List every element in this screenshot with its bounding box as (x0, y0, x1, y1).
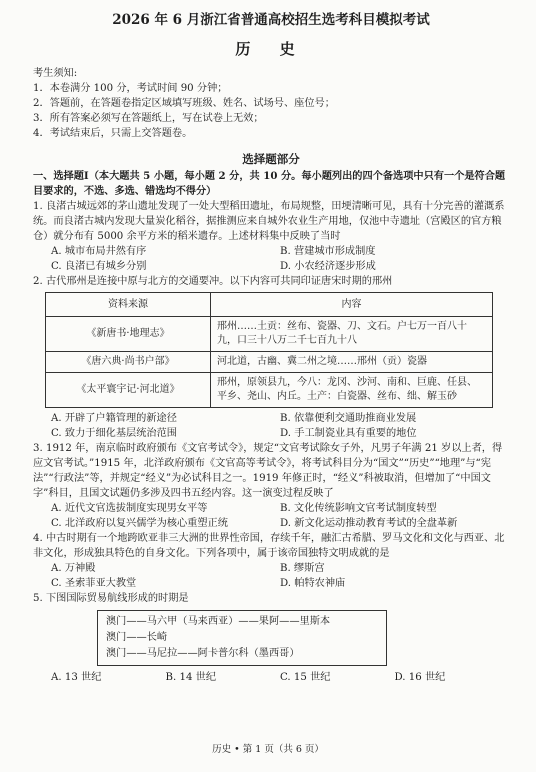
title-suffix: 科目模拟考试 (348, 12, 430, 28)
option-c[interactable]: C. 北洋政府以复兴儒学为核心重塑正统 (51, 518, 228, 529)
page-footer: 历史 • 第 1 页（共 6 页） (212, 744, 324, 755)
table-cell-content: 河北道，古幽、冀二州之境……邢州（贡）瓷器 (211, 352, 493, 373)
option-a[interactable]: A. 近代文官选拔制度实现男女平等 (51, 503, 208, 514)
option-d[interactable]: D. 新文化运动推动教育考试的全盘革新 (280, 518, 458, 529)
source-table (45, 292, 493, 408)
table-row (46, 317, 493, 352)
option-a[interactable]: A. 万神殿 (51, 563, 96, 574)
notes-heading: 考生须知: (33, 68, 78, 79)
table-cell-source: 《太平寰宇记·河北道》 (46, 373, 211, 408)
option-b[interactable]: B. 缪斯宫 (280, 563, 325, 574)
question-4-stem: 4. 中古时期有一个地跨欧亚非三大洲的世界性帝国，存续千年，融汇古希腊、罗马文化和文化与西亚、北非文化，形成独具特色的自身文化。下列各项中，属于该帝国独特文明成就的是 (33, 533, 505, 559)
section-title: 选择题部分 (242, 152, 300, 166)
option-c[interactable]: C. 15 世纪 (280, 672, 331, 683)
trade-route: 澳门——马六甲（马来西亚）——果阿——里斯本 (106, 616, 331, 627)
option-d[interactable]: D. 手工制瓷业具有重要的地位 (280, 428, 417, 439)
table-cell-source: 《新唐书·地理志》 (46, 317, 211, 352)
question-1-stem: 1. 良渚古城远郊的茅山遗址发现了一处大型稻田遗址，布局规整，田埂清晰可见，具有十分完善的灌溉系统。而良渚古城内发现大量炭化稻谷，据推测应来自城外农业生产用地，仅池中寺遗址（宫殿区的官方粮仓）就分布有 5000 余平方米的稻米遗存。上述材料集中反映了当时 (33, 201, 505, 242)
question-5-stem: 5. 下图国际贸易航线形成的时期是 (33, 593, 189, 604)
option-a[interactable]: A. 13 世纪 (51, 672, 102, 683)
question-2-stem: 2. 古代邢州是连接中原与北方的交通要冲。以下内容可共同印证唐宋时期的邢州 (33, 276, 393, 287)
trade-route-box (97, 610, 387, 666)
exam-notes (33, 66, 509, 141)
table-row (46, 373, 493, 408)
option-b[interactable]: B. 14 世纪 (165, 672, 217, 683)
table-cell-content: 邢州，原领县九，今八：龙冈、沙河、南和、巨鹿、任县、平乡、尧山、内丘。土产：白瓷器、丝布、绌、解玉砂 (211, 373, 493, 408)
option-b[interactable]: B. 依靠便利交通助推商业发展 (280, 413, 417, 424)
question-4-options (33, 561, 509, 591)
section-instructions: 一、选择题Ⅰ（本大题共 5 小题，每小题 2 分，共 10 分。每小题列出的四个备选项中只有一个是符合题目要求的，不选、多选、错选均不得分） (33, 170, 506, 197)
trade-route: 澳门——马尼拉——阿卡普尔科（墨西哥） (106, 648, 300, 659)
option-c[interactable]: C. 致力于细化基层统治范围 (51, 428, 177, 439)
question-1-options (33, 244, 509, 274)
exam-page (33, 10, 509, 685)
question-2-options (33, 411, 509, 441)
notes-item: 3．所有答案必须写在答题纸上，写在试卷上无效； (33, 113, 264, 124)
notes-item: 1．本卷满分 100 分，考试时间 90 分钟； (33, 83, 228, 94)
option-b[interactable]: B. 文化传统影响文官考试制度转型 (280, 503, 437, 514)
notes-item: 4．考试结束后，只需上交答题卷。 (33, 128, 193, 139)
option-d[interactable]: D. 小农经济逐步形成 (280, 261, 376, 272)
exam-title (33, 10, 509, 30)
table-cell-source: 《唐六典·尚书户部》 (46, 352, 211, 373)
table-header-source: 资料来源 (46, 293, 211, 317)
question-3-options (33, 501, 509, 531)
table-header-content: 内容 (211, 293, 493, 317)
option-a[interactable]: A. 城市布局井然有序 (51, 246, 147, 257)
option-c[interactable]: C. 良渚已有城乡分别 (51, 261, 147, 272)
title-prefix: 2026 年 6 月浙江省普通高校招生 (112, 12, 322, 28)
option-b[interactable]: B. 营建城市形成制度 (280, 246, 376, 257)
option-d[interactable]: D. 帕特农神庙 (280, 578, 346, 589)
subject-title: 历 史 (235, 40, 307, 58)
table-cell-content: 邢州……土贡：丝布、瓷器、刀、文石。户七万一百八十九，口三十八万二千七百九十八 (211, 317, 493, 352)
trade-route: 澳门——长崎 (106, 632, 168, 643)
table-header-row (46, 293, 493, 317)
option-d[interactable]: D. 16 世纪 (394, 672, 446, 683)
question-5-options (33, 670, 509, 685)
option-a[interactable]: A. 开辟了户籍管理的新途径 (51, 413, 177, 424)
notes-item: 2．答题前，在答题卷指定区域填写班级、姓名、试场号、座位号； (33, 98, 335, 109)
question-3-stem: 3. 1912 年，南京临时政府颁布《文官考试令》，规定“文官考试除女子外，凡男子年满 21 岁以上者，得应文官考试。”1915 年，北洋政府颁布《文官高等考试令》，将考试科目分为“国文”“历史”“地理”与“宪法”“行政法”等，并规定“经义”为必试科目之一。1919 年修正时，“经义”科被取消，但增加了“中国文字”科目，且国文试题仍多涉及四书五经内容。这一演变过程反映了 (33, 443, 503, 499)
title-bold: 选考 (321, 12, 349, 28)
option-c[interactable]: C. 圣索菲亚大教堂 (51, 578, 137, 589)
table-row (46, 352, 493, 373)
